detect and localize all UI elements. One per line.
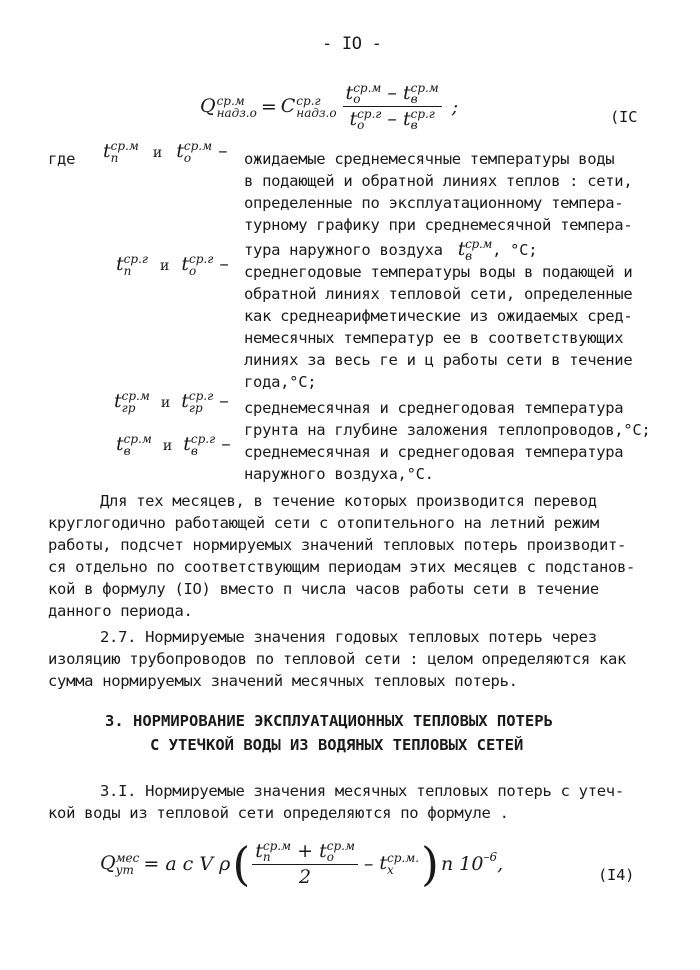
para1-line: круглогодично работающей сети с отопительного на летний режим [48,514,599,532]
def2-line: как среднеарифметические из ожидаемых сред- [244,307,633,325]
eq10-lhs: Q ср.м надз.о [200,93,257,120]
para1-line: данного периода. [48,602,193,620]
para1-line: работы, подсчет нормируемых значений тепловых потерь производит- [48,536,627,554]
section-heading: 3. НОРМИРОВАНИЕ ЭКСПЛУАТАЦИОННЫХ ТЕПЛОВЫХ ПОТЕРЬ [105,712,553,730]
equation-14-number: (I4) [598,866,635,884]
eq14-paren-open: ( [232,837,251,891]
def1-line: в подающей и обратной линиях теплов : сети, [244,172,633,190]
where-word: где [48,150,76,168]
para1-line: ся отдельно по соответствующим периодам этих месяцев с подстанов- [48,558,636,576]
equation-10-number: (IC [610,108,638,126]
def2-line: линиях за весь ге и ц работы сети в течение [244,351,633,369]
def4-line: наружного воздуха,°С. [244,465,434,483]
para3-line: кой воды из тепловой сети определяются по формуле . [48,804,509,822]
para1-line: кой в формулу (IO) вместо п числа часов работы сети в течение [48,580,599,598]
def2-line: среднегодовые температуры воды в подающей и [244,263,633,281]
def2-line: немесячных температур ее в соответствующих [244,329,624,347]
def2-line: года,°С; [244,373,317,391]
eq14-coefficients: = а с V ρ [143,853,231,875]
para3-line: 3.I. Нормируемые значения месячных тепловых потерь с утеч- [100,782,624,800]
eq14-tx: t ср.м. х [379,851,420,877]
eq14-tail: п $10^{-6}$ [440,850,498,875]
para1-line: Для тех месяцев, в течение которых производится перевод [100,492,597,510]
def1-symbols: t ср.м п и t ср.м о – [103,139,228,165]
para2-line: 2.7. Нормируемые значения годовых тепловых потерь через [100,628,597,646]
eq14-lhs: Q мес ут [100,851,140,877]
para2-line: сумма нормируемых значений месячных тепловых потерь. [48,672,518,690]
eq14-comma: , [497,853,504,875]
def2-symbols: t ср.г п и t ср.г о – [116,252,229,278]
def3-line: среднемесячная и среднегодовая температура [244,399,624,417]
section-heading: С УТЕЧКОЙ ВОДЫ ИЗ ВОДЯНЫХ ТЕПЛОВЫХ СЕТЕЙ [150,736,524,754]
equation-10 [200,82,458,131]
def3-symbols: t ср.м гр и t ср.г гр – [114,389,229,415]
equation-14 [100,837,504,891]
eq10-semicolon: ; [451,95,459,118]
def1-line: тура наружного воздуха t ср.м в , °С; [244,237,538,263]
eq10-coef: С ср.г надз.о [280,93,337,120]
def2-line: обратной линиях тепловой сети, определенные [244,285,633,303]
eq14-paren-close: ) [421,837,439,891]
def1-line: турному графику при среднемесячной темпера- [244,216,633,234]
def3-line: грунта на глубине заложения теплопроводов,°С; [244,421,651,439]
def4-symbols: t ср.м в и t ср.г в – [116,432,231,458]
def1-line: ожидаемые среднемесячные температуры воды [244,150,615,168]
def4-line: среднемесячная и среднегодовая температура [244,443,624,461]
eq14-fraction: t ср.м п + t ср.м о 2 [252,840,358,888]
eq14-minus: – [363,853,374,875]
page-number: - IO - [322,34,382,54]
para2-line: изоляцию трубопроводов по тепловой сети : целом определяются как [48,650,627,668]
def1-line: определенные по эксплуатационному темпера- [244,194,624,212]
eq10-equals: = [260,95,277,118]
eq10-fraction: t ср.м о – t ср.м в t ср.г о – t ср.г в [343,82,442,131]
